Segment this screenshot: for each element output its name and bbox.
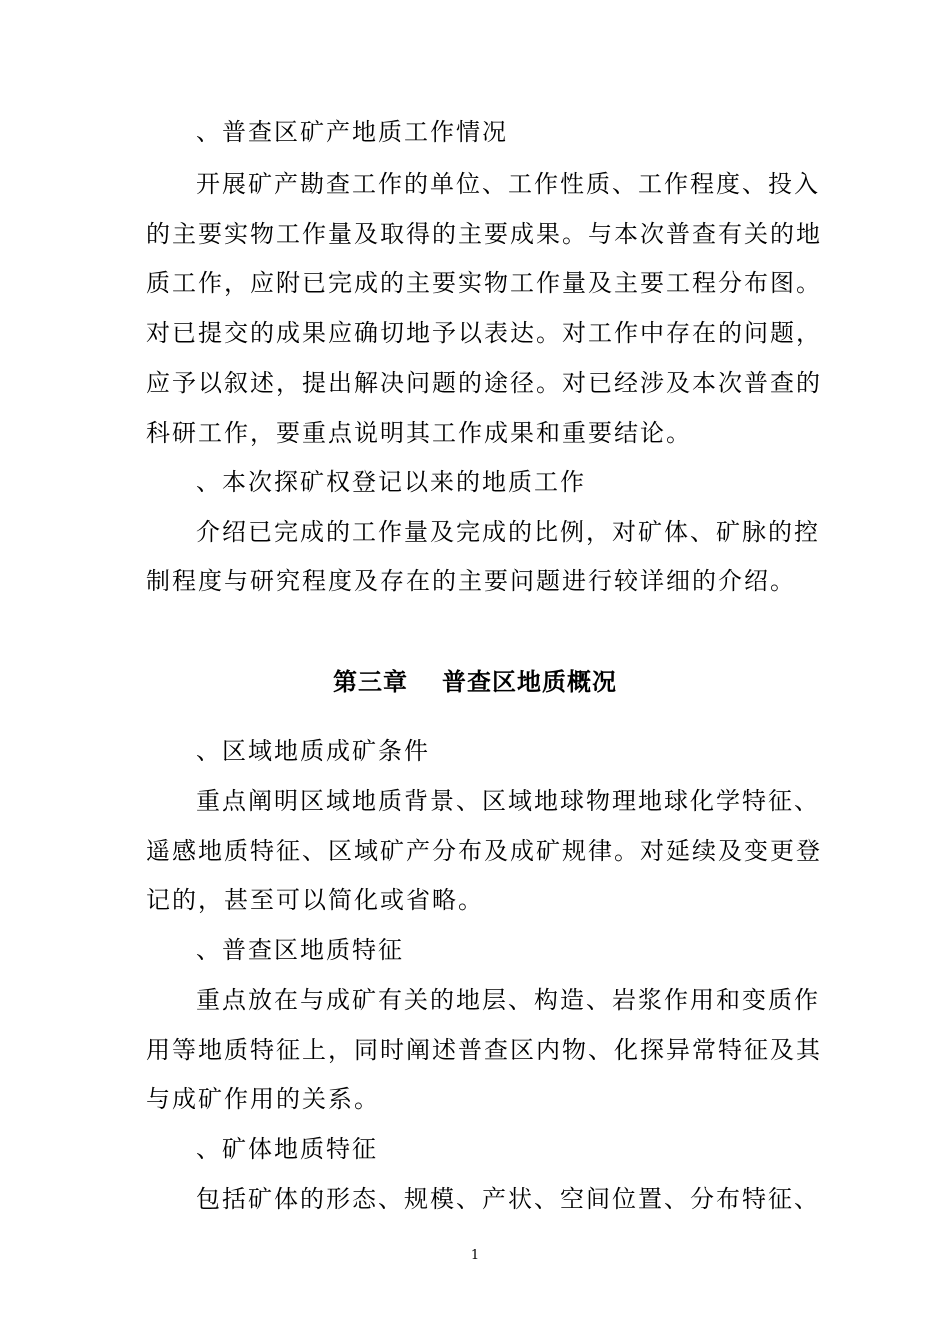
section-heading: 、本次探矿权登记以来的地质工作 (196, 468, 586, 496)
chapter-name: 普查区地质概况 (442, 668, 617, 696)
section-heading: 、区域地质成矿条件 (196, 737, 430, 765)
chapter-title (0, 667, 950, 697)
section-heading: 、矿体地质特征 (196, 1135, 378, 1163)
paragraph-line: 应予以叙述，提出解决问题的途径。对已经涉及本次普查的 (146, 369, 822, 397)
paragraph-line: 记的，甚至可以简化或省略。 (146, 886, 484, 914)
paragraph-line: 包括矿体的形态、规模、产状、空间位置、分布特征、 (196, 1185, 820, 1213)
paragraph-line: 质工作，应附已完成的主要实物工作量及主要工程分布图。 (146, 269, 822, 297)
paragraph-line: 遥感地质特征、区域矿产分布及成矿规律。对延续及变更登 (146, 837, 822, 865)
chapter-number: 第三章 (333, 668, 408, 696)
paragraph-line: 科研工作，要重点说明其工作成果和重要结论。 (146, 419, 692, 447)
paragraph-line: 重点放在与成矿有关的地层、构造、岩浆作用和变质作 (196, 986, 820, 1014)
paragraph-line: 与成矿作用的关系。 (146, 1085, 380, 1113)
paragraph-line: 对已提交的成果应确切地予以表达。对工作中存在的问题， (146, 319, 822, 347)
page-number: 1 (470, 1248, 480, 1263)
paragraph-line: 介绍已完成的工作量及完成的比例，对矿体、矿脉的控 (196, 518, 820, 546)
section-heading: 、普查区地质特征 (196, 936, 404, 964)
paragraph-line: 用等地质特征上，同时阐述普查区内物、化探异常特征及其 (146, 1036, 822, 1064)
paragraph-line: 重点阐明区域地质背景、区域地球物理地球化学特征、 (196, 787, 820, 815)
paragraph-line: 的主要实物工作量及取得的主要成果。与本次普查有关的地 (146, 220, 822, 248)
paragraph-line: 开展矿产勘查工作的单位、工作性质、工作程度、投入 (196, 170, 820, 198)
section-heading: 、普查区矿产地质工作情况 (196, 118, 508, 146)
paragraph-line: 制程度与研究程度及存在的主要问题进行较详细的介绍。 (146, 567, 796, 595)
